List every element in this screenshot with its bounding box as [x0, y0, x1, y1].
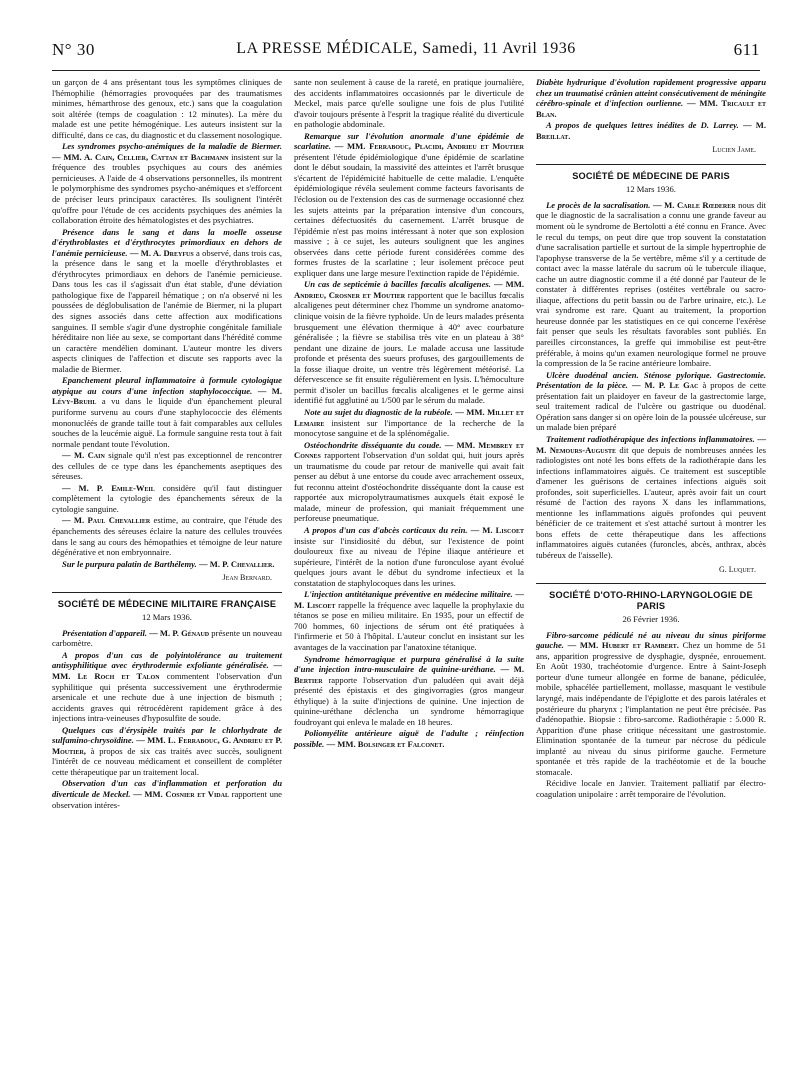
article-body: un garçon de 4 ans présentant tous les symptômes cliniques de l'hémophilie (hémorragies provoquées par des traumatismes minimes, hémarthrose des genoux, etc.) sans que la coagulation soit altérée (temps de coagulation : 12 minutes). La mère du malade est une petite hémogénique. Les auteurs insistent sur la difficulté, dans ce cas, du diagnostic et du classement nosologique. [52, 77, 282, 140]
article-body: insistent sur l'importance de la recherche de la monocytose sanguine et de la splénomégalie. [294, 417, 524, 439]
article-title: Sur le purpura palatin de Barthélemy. [62, 558, 197, 569]
article-body: sante non seulement à cause de la rareté, en pratique journalière, des accidents inflammatoires occasionnés par le diverticule de Meckel, mais parce qu'elle souligne une fois de plus l'utilité d'avoir toujours présente à l'esprit la tragique réalité du diverticule en pathologie abdominale. [294, 77, 524, 130]
article-authors: — M. Lévy-Bruhl [52, 385, 282, 407]
article-authors: — M. P. Chevallier. [198, 558, 275, 569]
article-title: Observation d'un cas d'inflammation et perforation du diverticule de Meckel. [52, 778, 282, 799]
article-paragraph [294, 407, 524, 439]
article-authors: — M. Bertier [294, 664, 524, 685]
article-paragraph [294, 77, 524, 130]
article-paragraph [536, 370, 766, 433]
article-authors: — MM. Andrieu, Crosner et Moutier [294, 279, 524, 300]
article-authors: — M. Cain [62, 450, 105, 461]
article-authors: — MM. Millet et Lemaire [294, 406, 524, 428]
article-title: A propos de quelques lettres inédites de D. Larrey. [546, 120, 739, 131]
session-date: 26 Février 1936. [622, 614, 680, 625]
article-body: signale qu'il n'est pas exceptionnel de rencontrer des cellules de ce type dans les épanchements aseptiques des séreuses. [52, 450, 283, 482]
article-title: Diabète hydrurique d'évolution rapidement progressive apparu chez un traumatisé crânien atteint consécutivement de méningite cérébro-spinale et d'infection ourlienne. [536, 77, 766, 109]
article-body: estime, au contraire, que l'étude des épanchements des séreuses éclaire la nature des cellules trouvées dans le sang au cours des hémopathies et témoigne de leur nature dégénérative et non embryonnaire. [52, 515, 282, 558]
article-paragraph [294, 589, 524, 652]
article-authors: — MM. Hubert et Rambert. [567, 640, 679, 651]
article-paragraph [52, 778, 282, 810]
article-paragraph [294, 654, 524, 728]
article-paragraph [52, 375, 282, 449]
article-authors: — MM. Cosnier et Vidal [133, 789, 229, 799]
article-authors: — M. Carle Rœderer [653, 199, 736, 210]
article-authors: — MM. Le Roch et Talon [52, 660, 282, 681]
article-title: Poliomyélite antérieure aiguë de l'adulte ; réinfection possible. [294, 728, 524, 749]
article-body: a observé, dans trois cas, la présence dans le sang et la moelle d'érythroblastes et d'érythrocytes primordiaux en dehors de l'anémie pernicieuse. Dans tous les cas il s'agissait d'un état stable, d'une déviation pathologique fixe de l'appareil hématique ; on n'a observé ni les poussées de déglobulisation de l'anémie de Biermer, ni la plupart des signes associés dans cette affection aux modifications sanguines. Il semble s'agir d'une dystrophie congénitale familiale héréditaire non liée au sexe, se comportant dans l'hérédité comme un caractère mendélien dominant. L'auteur montre les divers aspects cliniques de l'affection et discute ses rapports avec la maladie de Biermer. [52, 247, 282, 374]
article-paragraph [536, 778, 766, 799]
article-authors: — MM. Membrey et Connes [294, 439, 524, 461]
article-authors: — M. Paul Chevallier [62, 515, 151, 526]
article-body: rapporte l'observation d'un paludéen qui avait déjà présenté des épistaxis et des gingivorragies (gros mangeur éthylique) à la suite d'injections de quinine. Une injection de quinine-uréthane déclencha un syndrome hémorragique foudroyant qui enleva le malade en 18 heures. [294, 674, 524, 727]
text-columns [52, 77, 767, 811]
article-title: Le procès de la sacralisation. [546, 199, 651, 210]
article-paragraph [536, 434, 766, 561]
article-title: Fibro-sarcome pédiculé né au niveau du sinus piriforme gauche. [536, 629, 766, 651]
article-body: rapportent que le bacillus fœcalis alcaligenes peut déterminer chez l'homme un syndrome anatomo-clinique voisin de la fièvre typhoïde. Un de leurs malades présenta brusquement une élévation thermique à 40° avec courbature généralisée ; la fièvre se stabilisa très vite en un plateau à 38° pendant une dizaine de jours. Le malade accusa une lassitude profonde et présenta des sueurs profuses, des gargouillements de la fosse iliaque droite, un ventre très légèrement météorisé. La défervescence se fit ensuite régulièrement en lysis. L'hémoculture permit d'isoler un bacillus fœcalis alcaligenes et le germe ainsi identifié fut agglutiné au 1/500 par le sérum du malade. [294, 289, 525, 406]
article-title: A propos d'un cas d'abcès corticaux du rein. [304, 524, 468, 535]
article-body: commentent l'observation d'un syphilitique qui présenta successivement une érythrodermie arsenicale et une rechute due à une injection de bismuth ; accidents graves qui rétrocédèrent rapidement grâce à des injections intra-veineuses d'hyposulfite de soude. [52, 670, 282, 724]
article-title: Présentation d'appareil. [62, 627, 147, 638]
article-authors: — M. Breillat. [536, 120, 766, 141]
article-title: Ulcère duodénal ancien. Sténose pylorique. Gastrectomie. Présentation de la pièce. [536, 369, 766, 391]
column-right [536, 77, 766, 811]
article-paragraph [52, 450, 282, 482]
article-paragraph [294, 279, 524, 406]
article-paragraph [294, 728, 524, 749]
article-paragraph [52, 483, 282, 515]
article-paragraph [52, 725, 282, 778]
article-title: Remarque sur l'évolution anormale d'une épidémie de scarlatine. [294, 130, 524, 152]
article-title: Présence dans le sang et dans la moelle osseuse d'érythroblastes et d'érythrocytes primordiaux en dehors de l'anémie pernicieuse. [52, 226, 282, 258]
issue-number: N° 30 [52, 40, 95, 59]
article-authors: — MM. L. Ferrabouc, G. Andrieu et P. Moutier, [52, 735, 282, 756]
session-date: 12 Mars 1936. [142, 612, 192, 623]
article-body: dit que depuis de nombreuses années les radiologistes ont noté les bons effets de la radiothérapie dans les infections inflammatoires aiguës. Ce traitement est susceptible d'amener les guérisons de certaines infections aiguës soit profondes, soit superficielles. L'auteur, après avoir fait un court résumé de l'action des rayons X dans les inflammations, mentionne les inflammations aiguës profondes qui peuvent bénéficier de ce traitement et s'est attaché surtout à montrer les bons effets de cette thérapeutique dans les affections inflammatoires aiguës cutanées (furoncles, abcès, anthrax, abcès tubéreux de l'aisselle). [536, 444, 766, 560]
article-body: présentent l'étude épidémiologique d'une épidémie de scarlatine dont le début soudain, la massivité des atteintes et l'arrêt brusque s'écartent de l'épidémicité habituelle de cette maladie. L'enquête épidémiologique révéla seulement comme facteurs favorisants de l'éclosion ou de l'extension des cas de surmenage occasionné chez les sujets atteints par la préparation intensive d'un concours, certaines défectuosités du casernement. L'arrêt brusque de l'épidémie n'est pas moins intéressant à noter que son explosion massive ; à ce sujet, les auteurs soulignent que les angines observées dans cette période furent considérées comme des formes frustes de la scarlatine ; leur isolement précoce peut expliquer dans une large mesure l'extinction rapide de l'épidémie. [294, 151, 524, 278]
article-body: Récidive locale en Janvier. Traitement palliatif par électro-coagulation unipolaire : arrêt temporaire de l'évolution. [536, 778, 766, 799]
article-authors: — MM. Bolsinger et Falconet. [326, 738, 445, 749]
article-title: Ostéochondrite disséquante du coude. [304, 439, 442, 450]
article-title: Quelques cas d'érysipèle traités par le chlorhydrate de sulfamino-chrysoïdine. [52, 724, 282, 746]
article-body: insiste sur l'insidiosité du début, sur l'existence de point douloureux fixe au niveau de l'épine iliaque antérieure et supérieure, l'intérêt de la notion d'une furonculose ayant évolué quelques jours avant le début du syndrome infectieux et la constatation de staphylocoques dans les urines. [294, 535, 524, 588]
signature: Lucien Jame. [712, 145, 756, 155]
article-paragraph [52, 141, 282, 225]
article-authors: — M. Liscoet [470, 524, 525, 535]
article-body: nous dit que le diagnostic de la sacralisation a connu une grande faveur au moment où le syndrome de Bertolotti a été connu en France. Avec le recul du temps, on peut dire que trop souvent la constatation d'une sacralisation partielle et surtout de la simple hypertrophie de l'apophyse transverse de la 5e vertèbre, même s'il y a certitude de contact avec la masse latérale du sacrum où le tubercule iliaque, cache un autre diagnostic comme il a été donné par l'auteur de le constater à différentes reprises (ostéites vertébrale ou sacro-iliaque, affections du petit bassin ou de l'arbre urinaire, etc.). Le vrai syndrome est rare. Quant au traitement, la proportion heureuse donnée par les statistiques en ce qui concerne l'exérèse fait penser que seuls les résultats favorables sont publiés. En pareilles circonstances, la greffe qui immobilise est peut-être préférable, à moins qu'un examen neurologique formel ne prouve la compression de la 5e racine antérieure lombaire. [536, 199, 766, 369]
article-authors: — MM. Tricault et Blan. [536, 98, 766, 119]
journal-title: LA PRESSE MÉDICALE, Samedi, 11 Avril 1936 [236, 40, 576, 57]
article-paragraph [536, 200, 766, 369]
section-heading: SOCIÉTÉ D'OTO-RHINO-LARYNGOLOGIE DE PARIS [536, 583, 766, 611]
article-body: a vu dans le liquide d'un épanchement pleural puriforme survenu au cours d'une staphylococcie des éléments mononucléés de grande taille tout à fait comparables aux cellules souches de la leucémie aiguë. La formule sanguine resta tout à fait normale pendant toute l'évolution. [52, 396, 282, 449]
section-heading: SOCIÉTÉ DE MÉDECINE MILITAIRE FRANÇAISE [52, 592, 282, 610]
article-title: L'injection antitétanique préventive en médecine militaire. [304, 589, 513, 600]
article-paragraph [294, 131, 524, 279]
article-paragraph [52, 515, 282, 557]
article-paragraph [536, 630, 766, 778]
article-title: Traitement radiothérapique des infections inflammatoires. [546, 433, 755, 444]
article-paragraph [294, 525, 524, 588]
article-authors: — M. P. Emile-Weil [62, 482, 155, 493]
page-header [52, 40, 760, 71]
article-title: Epanchement pleural inflammatoire à formule cytologique atypique au cours d'une infection staphylococcique. [52, 375, 282, 396]
article-paragraph [52, 227, 282, 375]
article-body: rapportent une observation intéres- [52, 789, 282, 810]
section-heading: SOCIÉTÉ DE MÉDECINE DE PARIS [536, 164, 766, 182]
article-authors: — M. P. Génaud [149, 627, 210, 638]
signature: G. Luquet. [719, 564, 756, 574]
article-body: présente un nouveau carbomètre. [52, 627, 282, 649]
article-paragraph [52, 559, 282, 570]
article-title: Note au sujet du diagnostic de la rubéole. [304, 406, 453, 417]
article-body: considère qu'il faut distinguer complètement la cytologie des épanchements séreux de la cytologie sanguine. [52, 482, 283, 514]
article-body: rapportent l'observation d'un soldat qui, huit jours après un traumatisme du coude par retour de manivelle qui avait fait penser au début à une entorse du coude avec arrachement osseux, fut reconnu atteint d'ostéochondrite disséquante dont la cause est rapportée aux micropolytraumatismes auxquels était exposé le malade, mineur de profession, qui maniait fréquemment une perforeuse pneumatique. [294, 450, 524, 524]
article-body: insistent sur la fréquence des troubles psychiques au cours des anémies pernicieuses. A l'aide de 4 observations personnelles, ils montrent le polymorphisme des syndromes psycho-anémiques et s'efforcent de préciser leurs principaux caractères. Ils soulignent l'intérêt qu'offre pour l'étude de ces accidents psychiques des anémies la collaboration étroite des hématologistes et des psychiatres. [52, 151, 282, 226]
article-authors: — M. Nemours-Auguste [536, 433, 766, 455]
session-date: 12 Mars 1936. [626, 184, 676, 195]
article-authors: — M. P. Le Gac [631, 380, 699, 391]
article-body: Chez un homme de 51 ans, apparition progressive de dysphagie, dyspnée, enrouement. En Août 1930, trachéotomie d'urgence. Entre à Saint-Joseph porteur d'une tumeur allongée en forme de banane, pédiculée, mobile, sphacélée partiellement, mollasse, masquant le vestibule laryngé, mais indépendante de l'épiglotte et des parois latérales et postérieure du pharynx ; l'implantation ne peut être précisée. Pas d'adénopathie. Biopsie : fibro-sarcome. Radiothérapie : 5.000 R. Apparition d'une phase critique nécessitant une gastrostomie. Elimination spontanée de la tumeur par nécrose du pédicule implanté au niveau du sinus piriforme gauche. Fermeture spontanée et très rapide de la trachéotomie et de la bouche stomacale. [536, 640, 766, 777]
article-title: A propos d'un cas de polyintolérance au traitement antisyphilitique avec érythrodermie exfoliante généralisée. [52, 649, 282, 671]
article-body: rappelle la fréquence avec laquelle la prophylaxie du tétanos se pose en milieu militaire. En 1935, pour un effectif de 700 hommes, 60 injections de sérum ont été pratiquées à l'infirmerie et 50 à l'hôpital. L'auteur conclut en insistant sur les avantages de la vaccination par l'anatoxine tétanique. [294, 599, 524, 652]
article-body: à propos de cette présentation fait un plaidoyer en faveur de la gastrectomie large, seul traitement radical de l'ulcère ou gastrique ou duodénal. Opération sans danger si on opère loin de la poussée ulcéreuse, sur un malade bien préparé [536, 380, 767, 433]
article-authors: — M. A. Dreyfus [129, 247, 194, 258]
article-paragraph [52, 628, 282, 649]
signature: Jean Bernard. [222, 573, 272, 583]
article-authors: — MM. A. Cain, Cellier, Cattan et Bachmann [52, 151, 229, 162]
article-paragraph [52, 650, 282, 724]
article-body: à propos de six cas traités avec succès, soulignent l'intérêt de ce nouveau médicament et conseillent de compléter cette thérapeutique par un traitement local. [52, 745, 282, 777]
article-authors: — MM. Ferrabouc, Placidi, Andrieu et Moutier [334, 141, 524, 152]
article-title: Syndrome hémorragique et purpura généralisé à la suite d'une injection intra-musculaire de quinine-uréthane. [294, 653, 524, 675]
column-left [52, 77, 282, 811]
article-title: Les syndromes psycho-anémiques de la maladie de Biermer. [62, 141, 282, 152]
folio-number: 611 [733, 40, 760, 59]
column-middle [294, 77, 524, 811]
article-paragraph [52, 77, 282, 140]
article-paragraph [536, 120, 766, 141]
article-title: Un cas de septicémie à bacilles fœcalis alcaligenes. [304, 279, 491, 290]
article-paragraph [294, 440, 524, 524]
article-authors: — M. Liscoet [294, 589, 524, 610]
article-paragraph [536, 77, 766, 119]
